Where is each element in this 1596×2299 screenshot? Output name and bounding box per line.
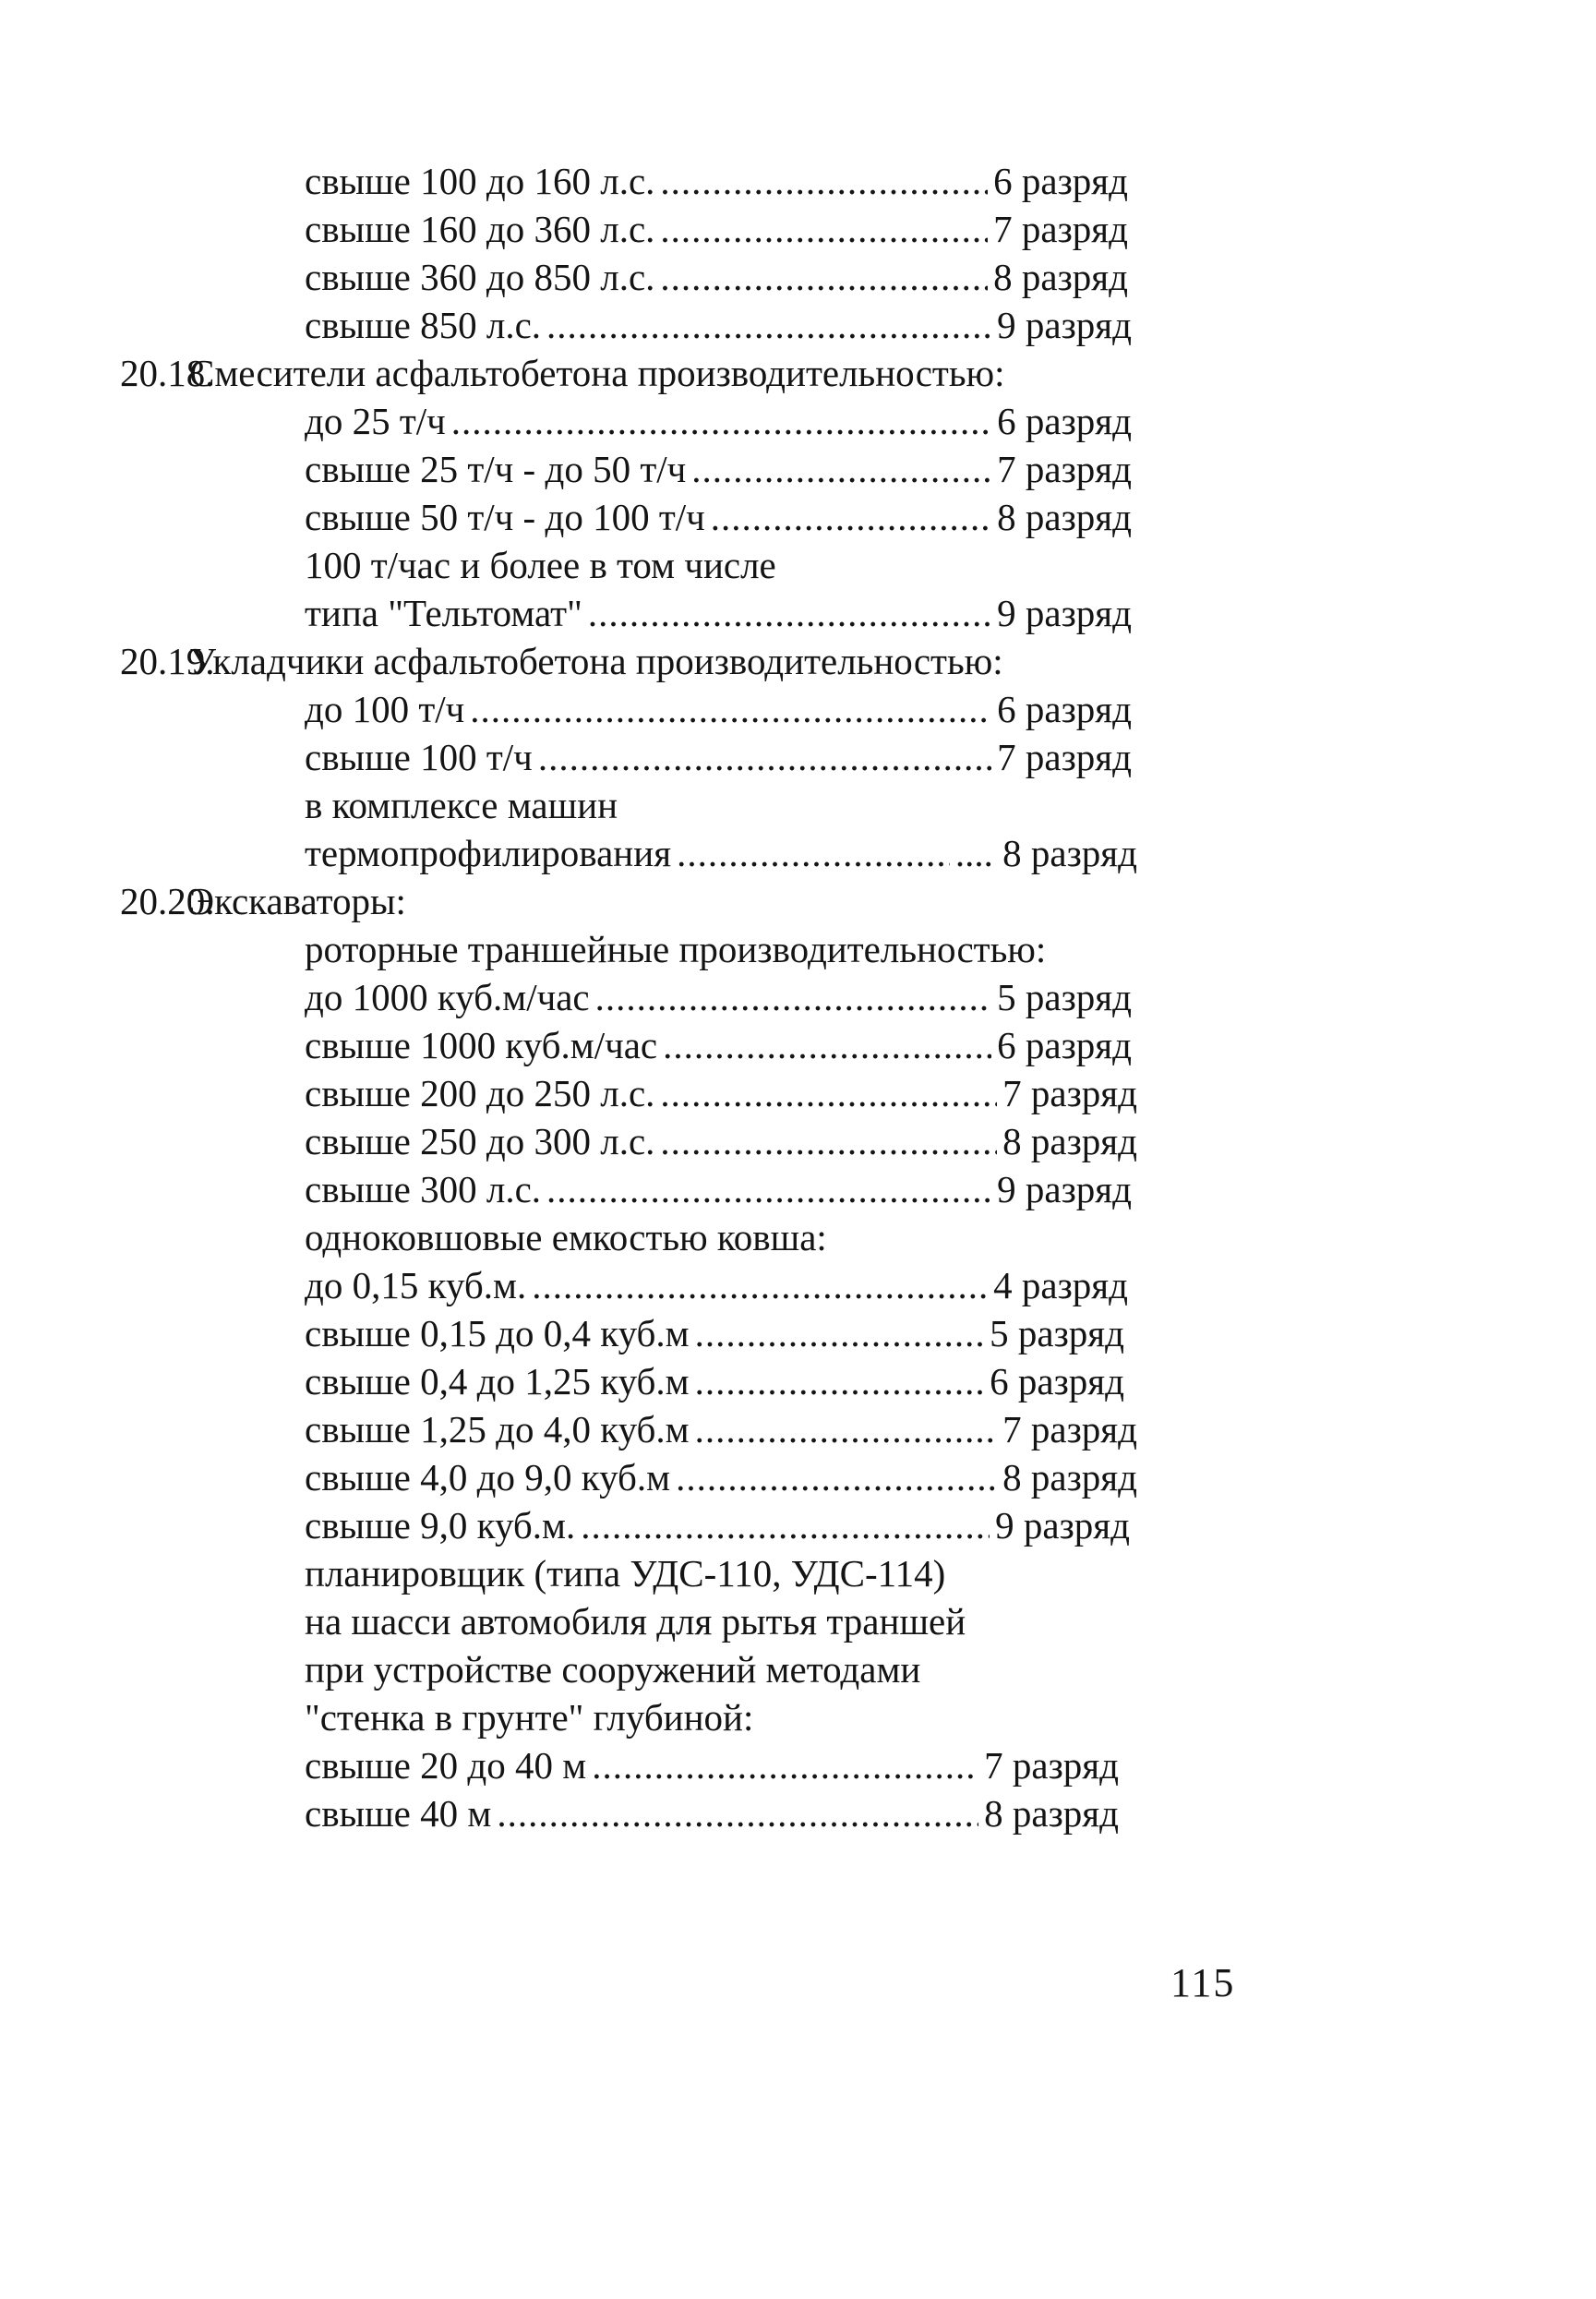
text-line-content: роторные траншейные производительностью: <box>305 928 1047 970</box>
item-rank: 7 разряд <box>1002 1072 1137 1114</box>
item-label: свыше 360 до 850 л.с. <box>305 256 655 298</box>
item-label: свыше 1,25 до 4,0 куб.м <box>305 1408 690 1450</box>
rank-item <box>189 1021 1223 1069</box>
item-label: до 25 т/ч <box>305 400 446 442</box>
rank-item <box>189 589 1223 637</box>
rank-item <box>189 1309 1223 1357</box>
leader-dots <box>592 1741 978 1789</box>
item-label: свыше 0,15 до 0,4 куб.м <box>305 1312 690 1354</box>
leader-dots <box>677 829 950 877</box>
text-line-content: 100 т/час и более в том числе <box>305 544 776 586</box>
item-rank: 4 разряд <box>993 1264 1128 1306</box>
rank-item <box>189 493 1223 541</box>
item-rank: 8 разряд <box>984 1792 1119 1835</box>
item-rank: .... 8 разряд <box>954 832 1137 874</box>
leader-dots <box>532 1261 988 1309</box>
text-line-content: одноковшовые емкостью ковша: <box>305 1216 827 1258</box>
leader-dots <box>470 685 991 733</box>
item-label: свыше 850 л.с. <box>305 304 542 346</box>
leader-dots <box>695 1309 985 1357</box>
item-label: свыше 100 до 160 л.с. <box>305 160 655 202</box>
rank-item <box>189 1261 1223 1309</box>
item-label: свыше 200 до 250 л.с. <box>305 1072 655 1114</box>
text-line <box>189 1693 1223 1741</box>
text-line <box>189 1645 1223 1693</box>
rank-item <box>189 1165 1223 1213</box>
item-label: свыше 20 до 40 м <box>305 1744 587 1787</box>
document-content <box>120 157 1223 1837</box>
leader-dots <box>595 973 992 1021</box>
item-rank: 9 разряд <box>997 304 1132 346</box>
rank-item <box>189 685 1223 733</box>
text-line-content: "стенка в грунте" глубиной: <box>305 1696 754 1739</box>
text-line-content: на шасси автомобиля для рытья траншей <box>305 1600 966 1643</box>
text-line-content: в комплексе машин <box>305 784 618 826</box>
item-label: свыше 50 т/ч - до 100 т/ч <box>305 496 705 538</box>
text-line <box>189 541 1223 589</box>
item-rank: 6 разряд <box>990 1360 1124 1402</box>
section-heading <box>120 877 1223 925</box>
leader-dots <box>497 1789 978 1837</box>
rank-item <box>189 301 1223 349</box>
item-label: свыше 40 м <box>305 1792 492 1835</box>
leader-dots <box>711 493 991 541</box>
item-rank: 7 разряд <box>984 1744 1119 1787</box>
leader-dots <box>588 589 991 637</box>
leader-dots <box>451 397 991 445</box>
leader-dots <box>676 1453 997 1501</box>
item-label: свыше 250 до 300 л.с. <box>305 1120 655 1162</box>
item-label: свыше 0,4 до 1,25 куб.м <box>305 1360 690 1402</box>
leader-dots <box>660 205 988 253</box>
leader-dots <box>660 1069 997 1117</box>
rank-item <box>189 1501 1223 1549</box>
item-rank: 6 разряд <box>993 160 1128 202</box>
item-label: свыше 160 до 360 л.с. <box>305 208 655 250</box>
page-number: 115 <box>1170 1960 1236 2005</box>
item-label: свыше 1000 куб.м/час <box>305 1024 658 1066</box>
rank-item <box>189 1357 1223 1405</box>
item-rank: 7 разряд <box>1002 1408 1137 1450</box>
text-line-content: планировщик (типа УДС-110, УДС-114) <box>305 1552 946 1595</box>
item-rank: 7 разряд <box>997 736 1132 778</box>
item-label: типа "Тельтомат" <box>305 592 582 634</box>
leader-dots <box>660 157 988 205</box>
text-line <box>189 1549 1223 1597</box>
rank-item <box>189 1453 1223 1501</box>
leader-dots <box>695 1357 985 1405</box>
rank-item <box>189 205 1223 253</box>
rank-item <box>189 397 1223 445</box>
item-label: свыше 9,0 куб.м. <box>305 1504 576 1547</box>
rank-item <box>189 1405 1223 1453</box>
section-number: 20.18. <box>120 352 215 394</box>
item-rank: 7 разряд <box>993 208 1128 250</box>
leader-dots <box>660 253 988 301</box>
rank-item <box>189 973 1223 1021</box>
section-title: Экскаваторы: <box>189 880 406 922</box>
leader-dots <box>660 1117 997 1165</box>
rank-item <box>189 1069 1223 1117</box>
item-label: свыше 25 т/ч - до 50 т/ч <box>305 448 687 490</box>
item-rank: 8 разряд <box>1002 1120 1137 1162</box>
item-label: до 0,15 куб.м. <box>305 1264 527 1306</box>
item-label: до 1000 куб.м/час <box>305 976 590 1018</box>
item-rank: 6 разряд <box>997 688 1132 730</box>
rank-item <box>189 253 1223 301</box>
item-rank: 5 разряд <box>990 1312 1124 1354</box>
section-title: Смесители асфальтобетона производительностью: <box>189 352 1005 394</box>
rank-item <box>189 445 1223 493</box>
leader-dots <box>695 1405 998 1453</box>
section-heading <box>120 637 1223 685</box>
item-rank: 6 разряд <box>997 1024 1132 1066</box>
leader-dots <box>691 445 991 493</box>
item-label: свыше 300 л.с. <box>305 1168 542 1210</box>
item-rank: 8 разряд <box>993 256 1128 298</box>
item-rank: 7 разряд <box>997 448 1132 490</box>
section-heading <box>120 349 1223 397</box>
leader-dots <box>546 1165 991 1213</box>
text-line <box>189 781 1223 829</box>
item-rank: 9 разряд <box>995 1504 1130 1547</box>
rank-item <box>189 157 1223 205</box>
rank-item <box>189 1741 1223 1789</box>
section-number: 20.20. <box>120 880 215 922</box>
text-line <box>189 1213 1223 1261</box>
item-label: термопрофилирования <box>305 832 672 874</box>
leader-dots <box>663 1021 991 1069</box>
leader-dots <box>581 1501 990 1549</box>
item-label: свыше 4,0 до 9,0 куб.м <box>305 1456 671 1499</box>
rank-item <box>189 1117 1223 1165</box>
leader-dots <box>538 733 991 781</box>
rank-item <box>189 733 1223 781</box>
item-rank: 9 разряд <box>997 592 1132 634</box>
rank-item <box>189 1789 1223 1837</box>
item-rank: 8 разряд <box>997 496 1132 538</box>
item-rank: 8 разряд <box>1002 1456 1137 1499</box>
leader-dots <box>546 301 991 349</box>
rank-item <box>189 829 1223 877</box>
item-label: свыше 100 т/ч <box>305 736 533 778</box>
section-title: Укладчики асфальтобетона производительностью: <box>189 640 1003 682</box>
item-rank: 5 разряд <box>997 976 1132 1018</box>
item-rank: 9 разряд <box>997 1168 1132 1210</box>
item-label: до 100 т/ч <box>305 688 465 730</box>
item-rank: 6 разряд <box>997 400 1132 442</box>
text-line <box>189 925 1223 973</box>
text-line-content: при устройстве сооружений методами <box>305 1648 921 1691</box>
text-line <box>189 1597 1223 1645</box>
section-number: 20.19. <box>120 640 215 682</box>
